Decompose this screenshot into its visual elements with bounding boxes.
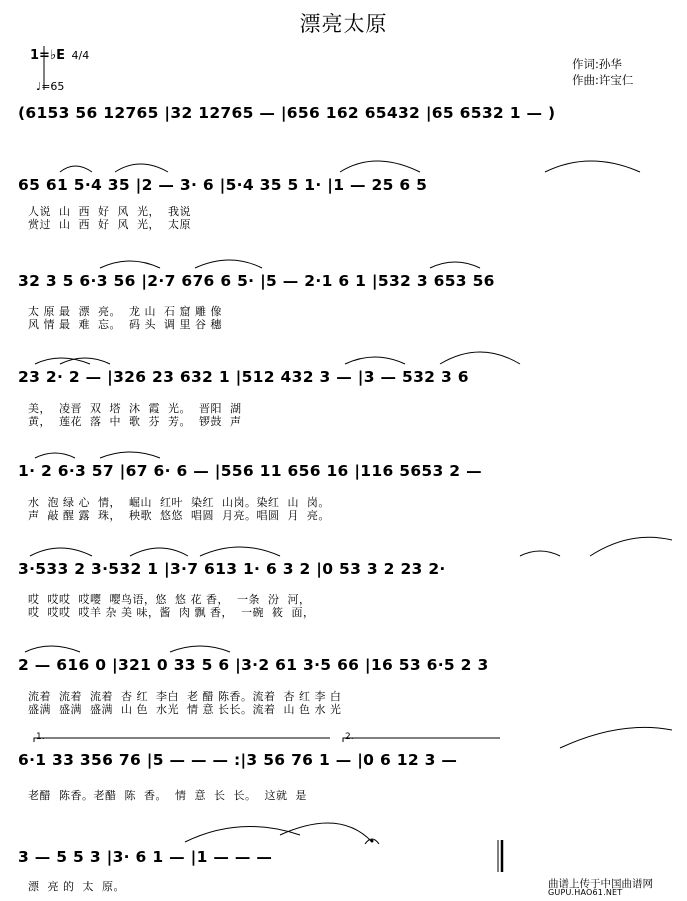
lyric-row-5-verse-2: 声 敲 醒 露 珠， 秧歌 悠悠 唱圆 月亮。唱圆 月 亮。 [28, 509, 330, 522]
score-row-5: 1· 2 6·3 57 |67 6· 6 — |556 11 656 16 |116 5653 2 — [18, 462, 482, 480]
song-title: 漂亮太原 [299, 12, 388, 36]
lyric-row-2-verse-2: 赏过 山 西 好 风 光， 太原 [28, 218, 191, 231]
lyric-row-8: 老醋 陈香。老醋 陈 香。 情 意 长 长。 这就 是 [28, 789, 307, 802]
time-signature: 4/4 [71, 49, 90, 62]
score-row-6: 3·533 2 3·532 1 |3·7 613 1· 6 3 2 |0 53 3 2 23 2· [18, 560, 446, 578]
lyric-row-5-verse-1: 水 泡 绿 心 情， 崛山 红叶 染红 山岗。染红 山 岗。 [28, 496, 330, 509]
score-row-9: 3 — 5 5 3 |3· 6 1 — |1 — — — [18, 848, 273, 866]
lyric-row-7-verse-2: 盛满 盛满 盛满 山 色 水光 情 意 长长。流着 山 色 水 光 [28, 703, 342, 716]
slur-marks [25, 161, 672, 842]
score-row-4: 23 2· 2 — |326 23 632 1 |512 432 3 — |3 — 532 3 6 [18, 368, 469, 386]
score-row-8: 6·1 33 356 76 |5 — — — :|3 56 76 1 — |0 6 12 3 — [18, 751, 458, 769]
key-label: 1=♭E [30, 48, 65, 63]
lyric-row-3-verse-2: 风 情 最 难 忘。 码 头 调 里 谷 穗 [28, 318, 222, 331]
volta-first-ending: 1. [36, 732, 45, 742]
volta-brackets [34, 738, 500, 742]
score-row-2: 65 61 5·4 35 |2 — 3· 6 |5·4 35 5 1· |1 — 25 6 5 [18, 176, 428, 194]
fermata-mark [365, 839, 379, 844]
composer-credit: 作曲:许宝仁 [572, 73, 634, 87]
footer-site-name: 曲谱上传于中国曲谱网 [548, 878, 653, 890]
lyric-row-4-verse-1: 美， 凌晋 双 塔 沐 霞 光。 晋阳 湖 [28, 402, 242, 415]
lyric-row-2-verse-1: 人说 山 西 好 风 光， 我说 [28, 205, 191, 218]
tempo-marking: ♩=65 [36, 80, 65, 93]
lyric-row-9: 漂 亮 的 太 原。 [28, 880, 125, 893]
footer-site-url: GUPU.HAO61.NET [548, 888, 623, 897]
lyric-row-4-verse-2: 黄， 莲花 落 中 歌 芬 芳。 锣鼓 声 [28, 415, 242, 428]
score-row-1: (6153 56 12765 |32 12765 — |656 162 65432 |65 6532 1 — ) [18, 104, 556, 122]
lyric-row-6-verse-2: 哎 哎哎 哎羊 杂 美 味，酱 肉 飘 香， 一碗 筱 面， [28, 606, 315, 619]
lyric-row-3-verse-1: 太 原 最 漂 亮。 龙 山 石 窟 雕 像 [28, 305, 222, 318]
volta-second-ending: 2. [345, 732, 354, 742]
lyric-row-7-verse-1: 流着 流着 流着 杏 红 李白 老 醋 陈香。流着 杏 红 李 白 [28, 690, 342, 703]
score-row-3: 32 3 5 6·3 56 |2·7 676 6 5· |5 — 2·1 6 1 |532 3 653 56 [18, 272, 495, 290]
score-row-7: 2 — 616 0 |321 0 33 5 6 |3·2 61 3·5 66 |16 53 6·5 2 3 [18, 656, 489, 674]
final-barline [498, 840, 502, 872]
lyricist-credit: 作词:孙华 [572, 57, 622, 71]
lyric-row-6-verse-1: 哎 哎哎 哎嘤 嘤鸟语，悠 悠 花 香， 一条 汾 河， [28, 593, 311, 606]
